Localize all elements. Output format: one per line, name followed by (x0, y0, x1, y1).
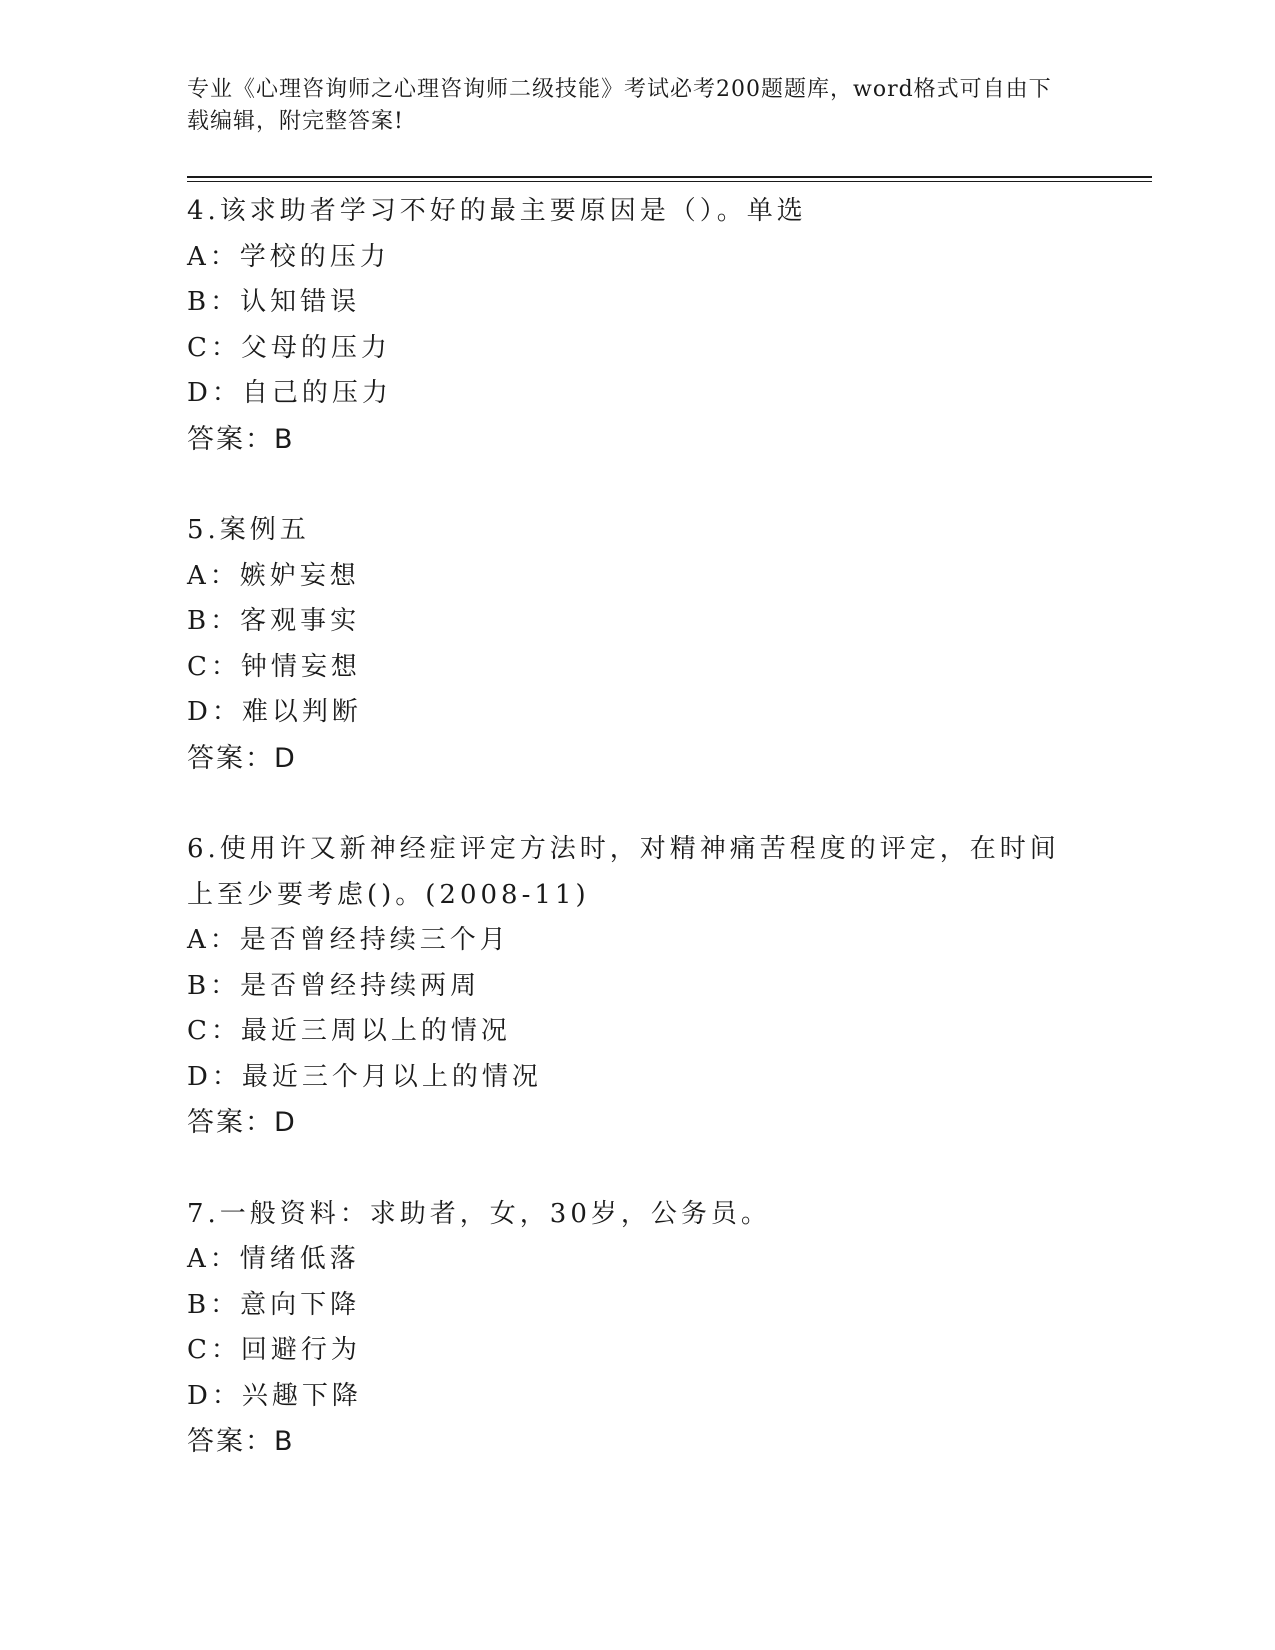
question-stem: 5.案例五 (187, 515, 310, 545)
header-divider-thick (187, 176, 1152, 178)
question-item (187, 827, 1067, 1146)
option-b: B：客观事实 (187, 606, 361, 636)
answer-line: 答案：D (187, 742, 297, 774)
option-c: C：钟情妄想 (187, 651, 361, 682)
option-c: C：回避行为 (187, 1335, 361, 1365)
option-c: C：最近三周以上的情况 (187, 1016, 511, 1046)
question-stem: 7.一般资料：求助者，女，30岁，公务员。 (187, 1198, 771, 1229)
question-list (187, 189, 1067, 1511)
answer-line: 答案：B (187, 423, 295, 455)
option-d: D：最近三个月以上的情况 (187, 1061, 542, 1092)
option-a: A：情绪低落 (187, 1244, 360, 1274)
option-a: A：是否曾经持续三个月 (187, 925, 510, 955)
answer-line: 答案：B (187, 1426, 295, 1457)
option-b: B：意向下降 (187, 1289, 361, 1320)
option-d: D：难以判断 (187, 697, 362, 727)
option-b: B：认知错误 (187, 287, 361, 317)
answer-line: 答案：D (187, 1107, 297, 1138)
header-divider-thin (187, 181, 1152, 182)
option-c: C：父母的压力 (187, 332, 391, 363)
option-a: A：学校的压力 (187, 241, 390, 272)
question-item (187, 1192, 1067, 1465)
question-item (187, 508, 1067, 781)
question-stem: 6.使用许又新神经症评定方法时，对精神痛苦程度的评定，在时间上至少要考虑()。(2008-11) (187, 834, 1060, 910)
option-d: D：自己的压力 (187, 378, 392, 408)
option-d: D：兴趣下降 (187, 1380, 362, 1411)
document-header: 专业《心理咨询师之心理咨询师二级技能》考试必考200题题库，word格式可自由下载编辑，附完整答案! (187, 77, 1052, 134)
option-a: A：嫉妒妄想 (187, 560, 360, 591)
question-item (187, 189, 1067, 462)
option-b: B：是否曾经持续两周 (187, 970, 481, 1001)
question-stem: 4.该求助者学习不好的最主要原因是（）。单选 (187, 196, 807, 226)
